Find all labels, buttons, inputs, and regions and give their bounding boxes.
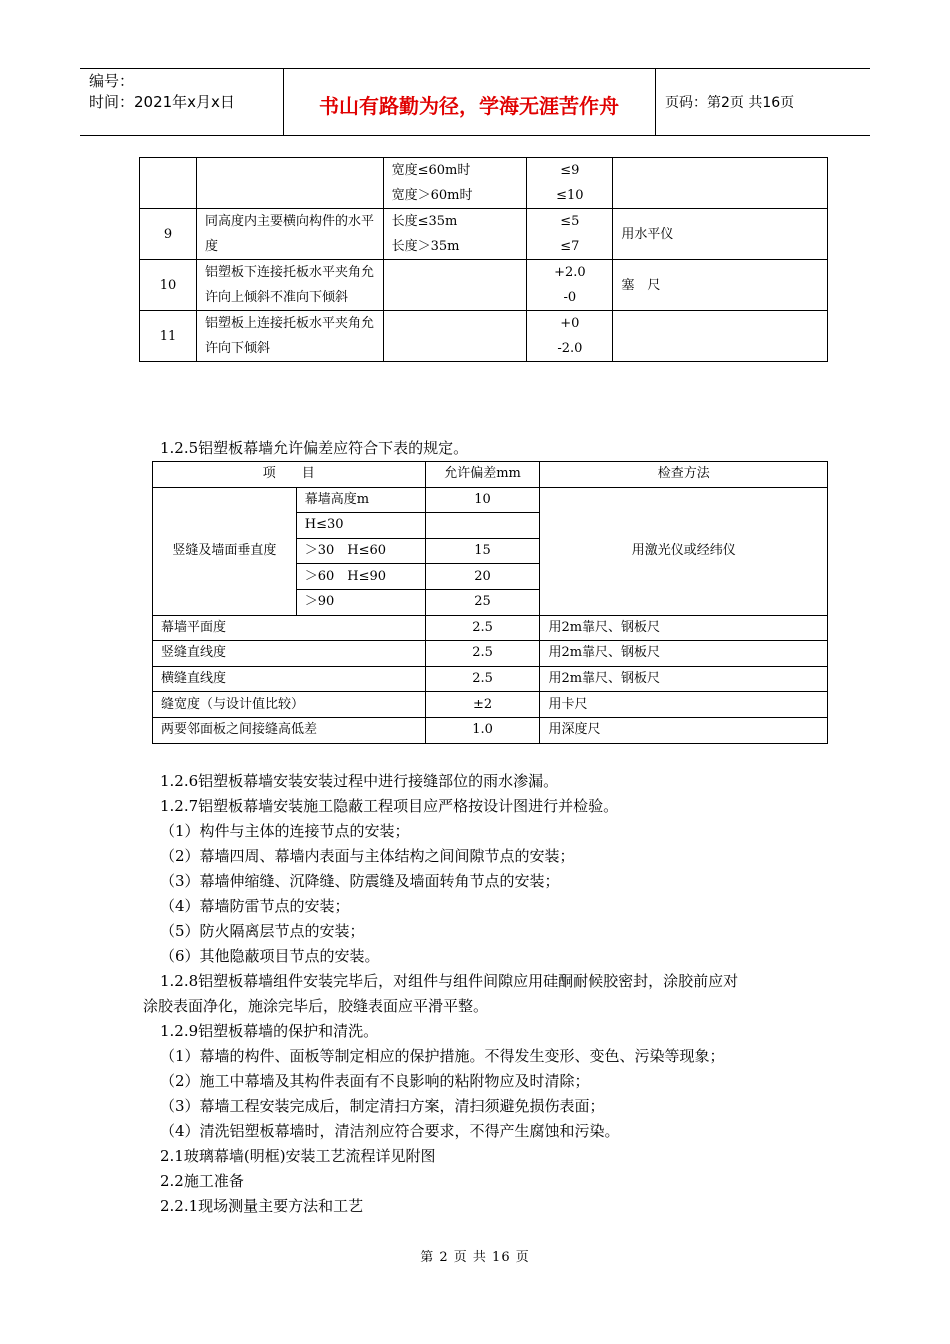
row-item: 缝宽度（与设计值比较）: [153, 692, 426, 718]
table-row: [153, 487, 828, 513]
row-method: 用水平仪: [613, 209, 828, 260]
body-line: （3）幕墙伸缩缝、沉降缝、防震缝及墙面转角节点的安装；: [160, 872, 560, 890]
tolerance-line: -0: [563, 290, 577, 305]
row-number: 11: [140, 311, 197, 362]
row-number: [140, 158, 197, 209]
page-footer: 第 2 页 共 16 页: [420, 1250, 530, 1265]
row-number: 10: [140, 260, 197, 311]
row-item: 同高度内主要横向构件的水平度: [196, 209, 383, 260]
condition-line: 宽度≤60m时: [391, 163, 471, 178]
table-row: [140, 311, 828, 362]
row-item: 两要邻面板之间接缝高低差: [153, 717, 426, 743]
tolerance-line: +0: [560, 316, 580, 331]
row-method: 用2m靠尺、钢板尺: [540, 615, 828, 641]
body-line: （3）幕墙工程安装完成后，制定清扫方案，清扫须避免损伤表面；: [160, 1097, 605, 1115]
row-item: 铝塑板上连接托板水平夹角允许向下倾斜: [196, 311, 383, 362]
row-condition: [383, 260, 527, 311]
row-number: 9: [140, 209, 197, 260]
row-tolerance: 1.0: [425, 717, 540, 743]
sub-item: ＞30 H≤60: [296, 538, 425, 564]
row-item: 横缝直线度: [153, 666, 426, 692]
header-bottom-rule: [80, 135, 870, 136]
sub-tolerance: 20: [425, 564, 540, 590]
table-row: [153, 641, 828, 667]
body-line: 1.2.8铝塑板幕墙组件安装完毕后，对组件与组件间隙应用硅酮耐候胶密封，涂胶前应对: [160, 972, 739, 990]
body-line: 1.2.6铝塑板幕墙安装安装过程中进行接缝部位的雨水渗漏。: [160, 772, 559, 790]
header-divider-right: [655, 68, 656, 135]
header-time: 时间：2021年x月x日: [89, 93, 235, 111]
row-condition: [383, 311, 527, 362]
header-motto: 书山有路勤为径，学海无涯苦作舟: [319, 94, 619, 118]
body-line: （4）清洗铝塑板幕墙时，清洁剂应符合要求，不得产生腐蚀和污染。: [160, 1122, 620, 1140]
body-text: [143, 769, 840, 1219]
table-row: [140, 158, 828, 209]
header-meta: [89, 71, 235, 113]
body-line: 2.2施工准备: [160, 1172, 244, 1190]
tolerance-line: ≤5: [560, 214, 580, 229]
body-line: （2）幕墙四周、幕墙内表面与主体结构之间间隙节点的安装；: [160, 847, 575, 865]
row-method: 用2m靠尺、钢板尺: [540, 641, 828, 667]
row-tolerance: 2.5: [425, 615, 540, 641]
table-row: [153, 615, 828, 641]
row-condition: [383, 158, 527, 209]
row-method: [613, 158, 828, 209]
condition-line: 宽度＞60m时: [391, 188, 473, 203]
tolerance-line: -2.0: [557, 341, 583, 356]
row-item: 铝塑板下连接托板水平夹角允许向上倾斜不准向下倾斜: [196, 260, 383, 311]
sub-tolerance: 10: [425, 487, 540, 513]
row-tolerance: 2.5: [425, 666, 540, 692]
header-page: 页码：第2页 共16页: [665, 95, 795, 111]
sub-tolerance: 15: [425, 538, 540, 564]
condition-line: 长度＞35m: [391, 239, 460, 254]
body-line: （6）其他隐蔽项目节点的安装。: [160, 947, 380, 965]
sub-tolerance: [425, 513, 540, 539]
table-row: [153, 692, 828, 718]
table-header-row: [153, 462, 828, 488]
table-row: [153, 666, 828, 692]
body-line: 1.2.9铝塑板幕墙的保护和清洗。: [160, 1022, 379, 1040]
section-heading-125: 1.2.5铝塑板幕墙允许偏差应符合下表的规定。: [160, 439, 469, 457]
row-item: 幕墙平面度: [153, 615, 426, 641]
row-tolerance: [527, 311, 613, 362]
sub-item: 幕墙高度m: [296, 487, 425, 513]
row-tolerance: ±2: [425, 692, 540, 718]
row-method: 用2m靠尺、钢板尺: [540, 666, 828, 692]
header-item: 项 目: [153, 462, 426, 488]
sub-item: H≤30: [296, 513, 425, 539]
tolerance-line: ≤9: [560, 163, 580, 178]
group-method: 用激光仪或经纬仪: [540, 487, 828, 615]
row-tolerance: [527, 260, 613, 311]
row-method: 用卡尺: [540, 692, 828, 718]
row-method: 用深度尺: [540, 717, 828, 743]
sub-tolerance: 25: [425, 589, 540, 615]
row-method: [613, 311, 828, 362]
sub-item: ＞60 H≤90: [296, 564, 425, 590]
row-tolerance: [527, 158, 613, 209]
header-number: 编号：: [89, 72, 135, 90]
row-item: 竖缝直线度: [153, 641, 426, 667]
body-line: （1）幕墙的构件、面板等制定相应的保护措施。不得发生变形、变色、污染等现象；: [160, 1047, 725, 1065]
group-label: 竖缝及墙面垂直度: [153, 487, 297, 615]
body-line: 涂胶表面净化，施涂完毕后，胶缝表面应平滑平整。: [143, 997, 489, 1015]
row-method: 塞 尺: [613, 260, 828, 311]
row-tolerance: [527, 209, 613, 260]
table-row: [153, 717, 828, 743]
table-row: [140, 209, 828, 260]
body-line: （5）防火隔离层节点的安装；: [160, 922, 365, 940]
body-line: （4）幕墙防雷节点的安装；: [160, 897, 350, 915]
tolerance-line: ≤10: [556, 188, 584, 203]
tolerance-line: ≤7: [560, 239, 580, 254]
condition-line: 长度≤35m: [391, 214, 458, 229]
row-condition: [383, 209, 527, 260]
tolerance-table-2: [152, 461, 828, 744]
body-line: 2.1玻璃幕墙(明框)安装工艺流程详见附图: [160, 1147, 436, 1165]
tolerance-line: +2.0: [554, 265, 586, 280]
header-top-rule: [80, 68, 870, 69]
body-line: 1.2.7铝塑板幕墙安装施工隐蔽工程项目应严格按设计图进行并检验。: [160, 797, 619, 815]
body-line: 2.2.1现场测量主要方法和工艺: [160, 1197, 364, 1215]
body-line: （1）构件与主体的连接节点的安装；: [160, 822, 410, 840]
row-tolerance: 2.5: [425, 641, 540, 667]
header-tolerance: 允许偏差mm: [425, 462, 540, 488]
body-line: （2）施工中幕墙及其构件表面有不良影响的粘附物应及时清除；: [160, 1072, 590, 1090]
sub-item: ＞90: [296, 589, 425, 615]
tolerance-table-1: [139, 157, 828, 362]
row-item: [196, 158, 383, 209]
table-row: [140, 260, 828, 311]
header-method: 检查方法: [540, 462, 828, 488]
